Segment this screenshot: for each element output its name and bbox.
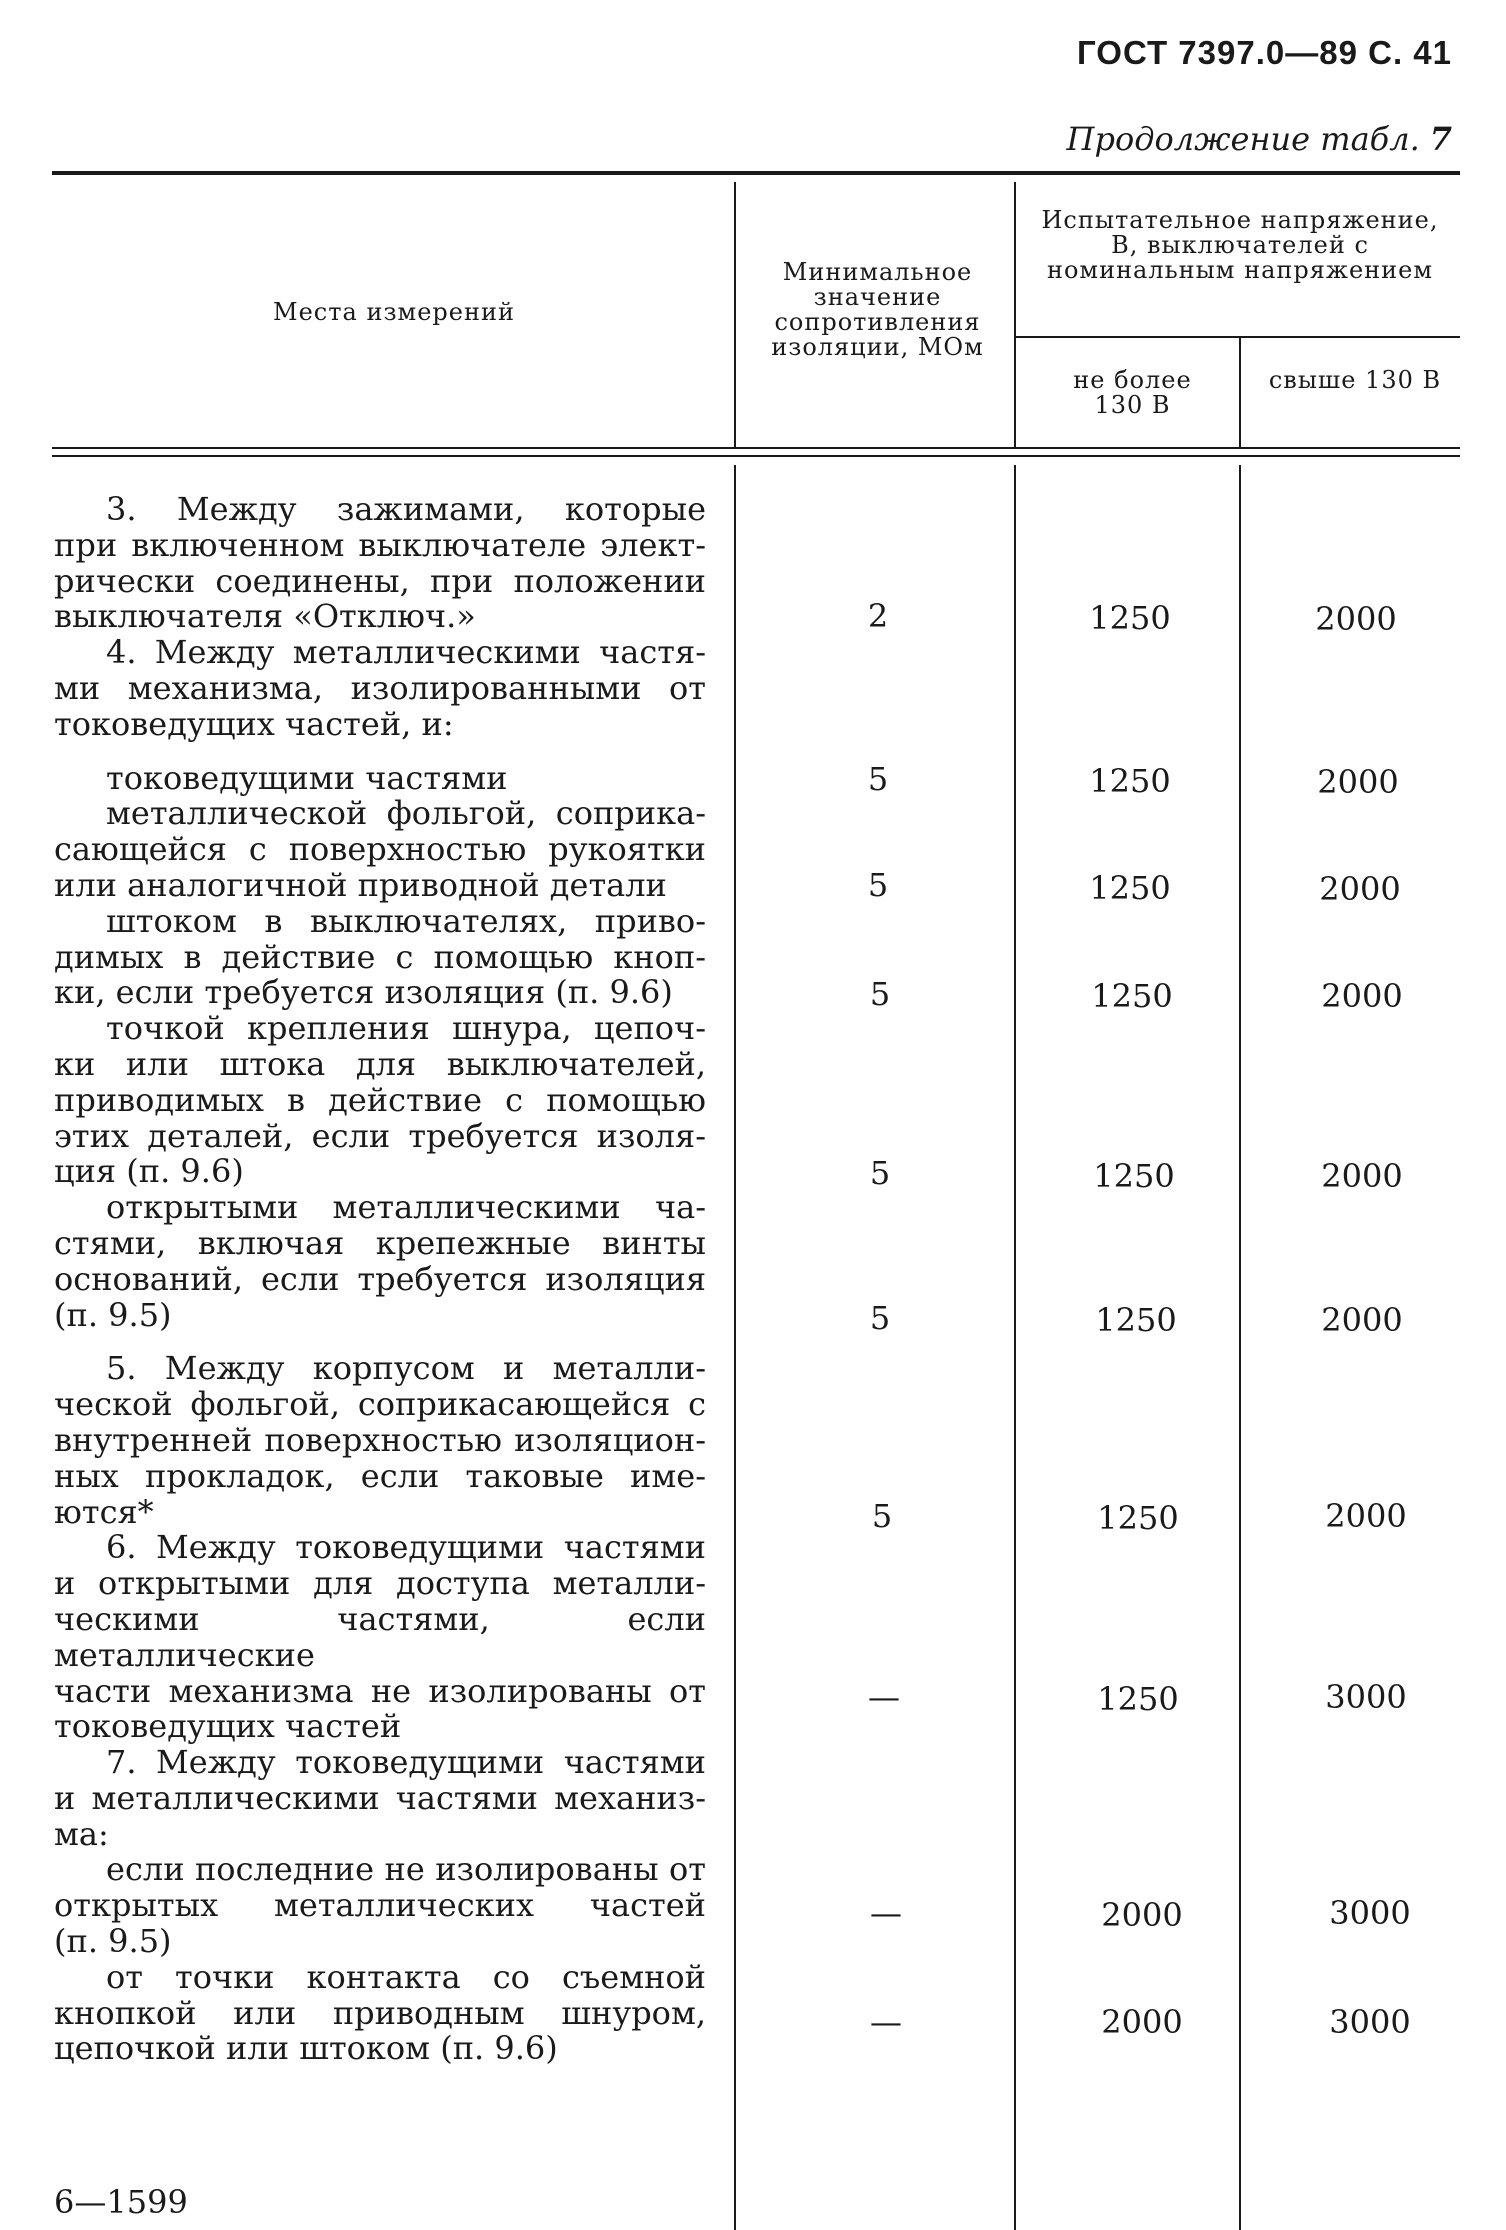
text-line: 6. Между токоведущими частями (106, 1528, 706, 1567)
text-line: ются* (54, 1492, 154, 1531)
voltage-high-value: 3000 (1329, 1894, 1411, 1932)
text-line: 5. Между корпусом и металли- (106, 1349, 706, 1388)
min-resistance-value: 5 (869, 1154, 891, 1192)
text-line: открытых металлических частей (54, 1886, 706, 1925)
header-bottom-rule-2 (52, 455, 1460, 457)
voltage-high-value: 2000 (1321, 1157, 1403, 1195)
table-number: 7 (1429, 120, 1452, 158)
min-resistance-value: 5 (869, 1299, 891, 1337)
text-line: рически соединены, при положении (54, 561, 706, 600)
voltage-low-value: 2000 (1101, 1896, 1183, 1934)
text-line: 3. Между зажимами, которые (106, 490, 706, 528)
continuation-prefix: Продолжение табл. (1066, 120, 1420, 158)
voltage-low-value: 1250 (1089, 869, 1171, 907)
text-line: 4. Между металлическими частя- (106, 633, 706, 672)
text-line: ми механизма, изолированными от (54, 668, 706, 707)
col-divider-3-body (1239, 465, 1241, 2230)
voltage-low-value: 1250 (1089, 599, 1171, 637)
text-line: при включенном выключателе элект- (54, 525, 706, 564)
text-line: точкой крепления шнура, цепоч- (106, 1009, 706, 1048)
voltage-low-value: 1250 (1089, 762, 1171, 800)
text-line: цепочкой или штоком (п. 9.6) (54, 2029, 558, 2068)
text-line: приводимых в действие с помощью (54, 1080, 706, 1119)
text-line: и открытыми для доступа металли- (54, 1564, 706, 1603)
text-line: ных прокладок, если таковые име- (54, 1456, 706, 1495)
min-resistance-value: 2 (867, 597, 889, 635)
min-resistance-value: — (870, 2003, 902, 2041)
header-not-more-130v: не более 130 В (1073, 366, 1192, 419)
text-line: если последние не изолированы от (106, 1850, 706, 1889)
min-resistance-value: 5 (869, 975, 891, 1013)
text-line: токоведущими частями (106, 758, 508, 797)
col-divider-2-body (1014, 465, 1016, 2230)
header-bottom-rule (52, 447, 1460, 449)
voltage-high-value: 2000 (1325, 1497, 1407, 1535)
min-resistance-value: — (870, 1894, 902, 1932)
voltage-high-value: 2000 (1321, 1301, 1403, 1339)
text-line: токоведущих частей, и: (54, 704, 454, 743)
text-line: (п. 9.5) (54, 1922, 172, 1961)
min-resistance-value: 5 (871, 1497, 893, 1535)
header-test-voltage: Испытательное напряжение, В, выключателей с номинальным напряжением (1041, 206, 1439, 284)
text-line: кнопкой или приводным шнуром, (54, 1993, 706, 2032)
voltage-low-value: 1250 (1097, 1499, 1179, 1537)
text-line: сающейся с поверхностью рукоятки (54, 830, 706, 869)
text-line: от точки контакта со съемной (106, 1957, 706, 1996)
print-code: 6—1599 (54, 2183, 188, 2221)
text-line: димых в действие с помощью кноп- (54, 937, 706, 976)
text-line: ма: (54, 1814, 109, 1853)
text-line: штоком в выключателях, приво- (106, 901, 706, 940)
text-line: ческой фольгой, соприкасающейся с (54, 1385, 706, 1424)
text-line: этих деталей, если требуется изоля- (54, 1116, 706, 1155)
text-line: токоведущих частей (54, 1707, 402, 1746)
text-line: ки, если требуется изоляция (п. 9.6) (54, 973, 673, 1012)
table-top-rule (52, 171, 1460, 175)
min-resistance-value: 5 (867, 866, 889, 904)
table-continuation (1067, 120, 1452, 158)
page-header: ГОСТ 7397.0—89 С. 41 (1077, 34, 1452, 71)
voltage-low-value: 1250 (1095, 1301, 1177, 1339)
voltage-high-value: 3000 (1325, 1678, 1407, 1716)
min-resistance-value: 5 (867, 760, 889, 798)
text-line: металлической фольгой, соприка- (106, 794, 706, 833)
col-divider-1 (734, 182, 736, 447)
col-divider-1-body (734, 465, 736, 2230)
text-line: ческими частями, если металлические (54, 1599, 706, 1674)
text-line: ки или штока для выключателей, (54, 1044, 706, 1083)
header-over-130v: свыше 130 В (1268, 366, 1442, 394)
voltage-high-value: 2000 (1315, 600, 1397, 638)
header-places: Места измерений (273, 298, 515, 326)
text-line: и металлическими частями механиз- (54, 1778, 706, 1817)
text-line: 7. Между токоведущими частями (106, 1743, 706, 1782)
voltage-low-value: 1250 (1097, 1680, 1179, 1718)
text-line: части механизма не изолированы от (54, 1671, 706, 1710)
measurement-places-column (54, 492, 706, 2067)
voltage-high-value: 2000 (1317, 763, 1399, 801)
text-line: внутренней поверхностью изоляцион- (54, 1420, 706, 1459)
header-min-resistance: Минимальное значение сопротивления изоляции, МОм (771, 258, 984, 361)
voltage-high-value: 2000 (1321, 977, 1403, 1015)
text-line: (п. 9.5) (54, 1295, 172, 1334)
text-line: стями, включая крепежные винты (54, 1223, 706, 1262)
voltage-high-value: 2000 (1319, 870, 1401, 908)
min-resistance-value: — (868, 1678, 900, 1716)
voltage-low-value: 2000 (1101, 2003, 1183, 2041)
voltage-high-value: 3000 (1329, 2003, 1411, 2041)
col-divider-2 (1014, 182, 1016, 447)
subheader-rule (1015, 336, 1460, 338)
text-line: выключателя «Отключ.» (54, 597, 476, 636)
text-line: открытыми металлическими ча- (106, 1188, 706, 1227)
text-line: или аналогичной приводной детали (54, 865, 667, 904)
col-divider-3 (1239, 338, 1241, 447)
text-line: ция (п. 9.6) (54, 1152, 244, 1191)
voltage-low-value: 1250 (1093, 1157, 1175, 1195)
text-line: оснований, если требуется изоляция (54, 1259, 706, 1298)
voltage-low-value: 1250 (1091, 977, 1173, 1015)
